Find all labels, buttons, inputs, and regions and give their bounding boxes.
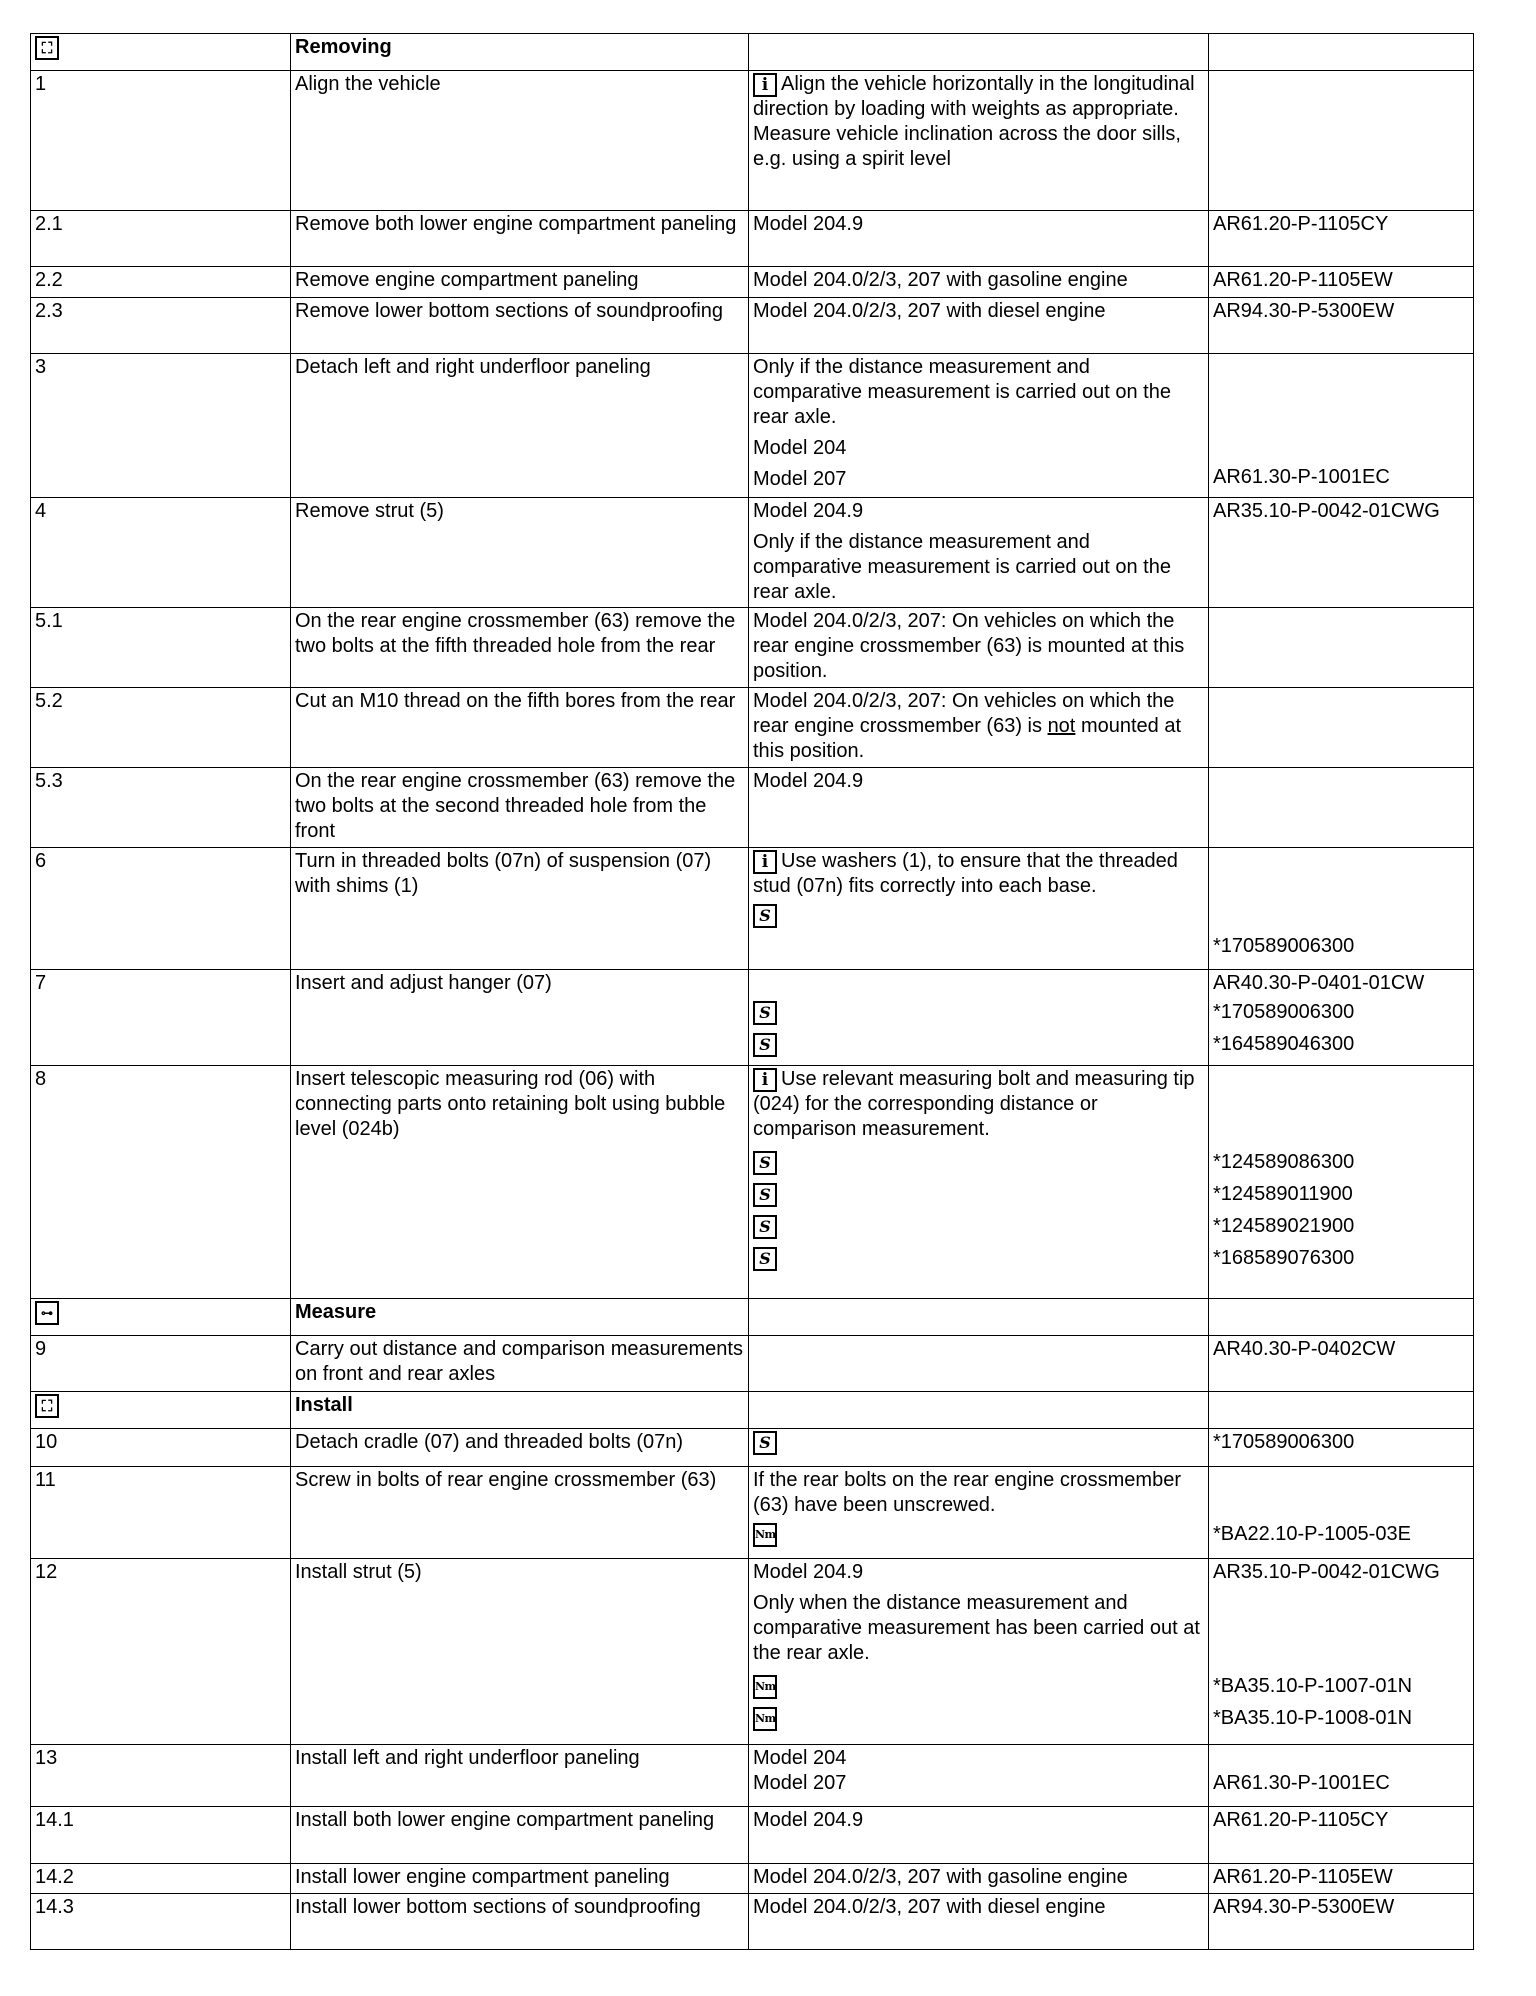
step-reference: *170589006300 (1209, 848, 1474, 970)
section-title-install: Install (291, 1392, 749, 1429)
info-icon: i (753, 1068, 777, 1092)
step-notes: i Use relevant measuring bolt and measuring tip (024) for the corresponding distance or comparison measurement. S S S S (749, 1066, 1209, 1299)
step-reference: AR61.20-P-1105EW (1209, 1864, 1474, 1894)
step-action: Turn in threaded bolts (07n) of suspension (07) with shims (1) (291, 848, 749, 970)
step-number: 14.3 (31, 1894, 291, 1950)
info-icon: i (753, 73, 777, 97)
step-action: Insert and adjust hanger (07) (291, 970, 749, 1066)
step-reference: AR35.10-P-0042-01CWG (1209, 498, 1474, 608)
table-row (31, 1745, 1474, 1807)
step-notes: Model 204.9 (749, 211, 1209, 267)
category-icon: ⛶ (35, 1394, 59, 1418)
special-tool-icon: S (753, 1215, 777, 1239)
step-action: Align the vehicle (291, 71, 749, 211)
category-icon: ⛶ (35, 36, 59, 60)
table-row (31, 1894, 1474, 1950)
step-action: Install both lower engine compartment paneling (291, 1807, 749, 1864)
step-number: 9 (31, 1336, 291, 1392)
step-notes: Model 204.0/2/3, 207 with diesel engine (749, 298, 1209, 354)
step-action: Remove both lower engine compartment paneling (291, 211, 749, 267)
step-action: Screw in bolts of rear engine crossmember (63) (291, 1467, 749, 1559)
step-action: Install lower engine compartment paneling (291, 1864, 749, 1894)
torque-icon: Nm (753, 1707, 777, 1731)
step-number: 4 (31, 498, 291, 608)
table-row (31, 1467, 1474, 1559)
step-action: Remove strut (5) (291, 498, 749, 608)
step-action: On the rear engine crossmember (63) remove the two bolts at the second threaded hole from the front (291, 768, 749, 848)
step-notes: Model 204.9 Only if the distance measurement and comparative measurement is carried out on the rear axle. (749, 498, 1209, 608)
step-number: 10 (31, 1429, 291, 1467)
section-title-measure: Measure (291, 1299, 749, 1336)
step-notes: If the rear bolts on the rear engine crossmember (63) have been unscrewed. Nm (749, 1467, 1209, 1559)
table-row (31, 848, 1474, 970)
special-tool-icon: S (753, 1431, 777, 1455)
step-reference: AR61.20-P-1105CY (1209, 1807, 1474, 1864)
step-notes: Model 204 Model 207 (749, 1745, 1209, 1807)
step-number: 11 (31, 1467, 291, 1559)
step-number: 6 (31, 848, 291, 970)
special-tool-icon: S (753, 1001, 777, 1025)
step-notes: Model 204.0/2/3, 207: On vehicles on which the rear engine crossmember (63) is mounted at this position. (749, 608, 1209, 688)
step-number: 14.1 (31, 1807, 291, 1864)
table-row (31, 71, 1474, 211)
step-action: Install lower bottom sections of soundproofing (291, 1894, 749, 1950)
special-tool-icon: S (753, 1247, 777, 1271)
step-number: 2.3 (31, 298, 291, 354)
special-tool-icon: S (753, 1183, 777, 1207)
step-reference: AR35.10-P-0042-01CWG *BA35.10-P-1007-01N *BA35.10-P-1008-01N (1209, 1559, 1474, 1745)
step-number: 2.1 (31, 211, 291, 267)
table-row (31, 688, 1474, 768)
step-notes: i Use washers (1), to ensure that the threaded stud (07n) fits correctly into each base. S (749, 848, 1209, 970)
step-notes: Model 204.9 Only when the distance measurement and comparative measurement has been carried out at the rear axle. Nm Nm (749, 1559, 1209, 1745)
step-action: Install strut (5) (291, 1559, 749, 1745)
step-action: Cut an M10 thread on the fifth bores from the rear (291, 688, 749, 768)
table-row (31, 1864, 1474, 1894)
step-action: Carry out distance and comparison measurements on front and rear axles (291, 1336, 749, 1392)
step-reference: AR61.30-P-1001EC (1209, 1745, 1474, 1807)
table-row (31, 1066, 1474, 1299)
step-notes: Model 204.0/2/3, 207 with gasoline engine (749, 267, 1209, 298)
step-number: 1 (31, 71, 291, 211)
step-notes (749, 970, 1209, 1066)
table-row (31, 970, 1474, 1066)
table-row (31, 498, 1474, 608)
step-number: 7 (31, 970, 291, 1066)
step-reference: *124589086300 *124589011900 *124589021900 *168589076300 (1209, 1066, 1474, 1299)
step-notes: Model 204.0/2/3, 207 with diesel engine (749, 1894, 1209, 1950)
step-number: 2.2 (31, 267, 291, 298)
step-action: Install left and right underfloor paneling (291, 1745, 749, 1807)
step-number: 8 (31, 1066, 291, 1299)
step-reference: AR40.30-P-0402CW (1209, 1336, 1474, 1392)
table-row (31, 1336, 1474, 1392)
step-notes: Only if the distance measurement and comparative measurement is carried out on the rear axle. Model 204 Model 207 (749, 354, 1209, 498)
step-notes: Model 204.9 (749, 768, 1209, 848)
step-notes: Model 204.9 (749, 1807, 1209, 1864)
table-row (31, 298, 1474, 354)
step-number: 5.3 (31, 768, 291, 848)
step-reference: AR61.20-P-1105EW (1209, 267, 1474, 298)
step-notes (749, 1429, 1209, 1467)
table-row (31, 768, 1474, 848)
step-reference: AR94.30-P-5300EW (1209, 1894, 1474, 1950)
step-reference: *170589006300 (1209, 1429, 1474, 1467)
step-action: Detach cradle (07) and threaded bolts (07n) (291, 1429, 749, 1467)
step-notes: i Align the vehicle horizontally in the longitudinal direction by loading with weights as appropriate. Measure vehicle inclination across the door sills, e.g. using a spirit level (749, 71, 1209, 211)
step-reference: AR94.30-P-5300EW (1209, 298, 1474, 354)
step-number: 12 (31, 1559, 291, 1745)
step-reference: AR40.30-P-0401-01CW *170589006300 *164589046300 (1209, 970, 1474, 1066)
step-action: Insert telescopic measuring rod (06) with connecting parts onto retaining bolt using bubble level (024b) (291, 1066, 749, 1299)
step-action: Detach left and right underfloor paneling (291, 354, 749, 498)
table-row (31, 1559, 1474, 1745)
step-notes: Model 204.0/2/3, 207: On vehicles on which the rear engine crossmember (63) is not mounted at this position. (749, 688, 1209, 768)
table-row (31, 1429, 1474, 1467)
step-number: 5.2 (31, 688, 291, 768)
step-action: On the rear engine crossmember (63) remove the two bolts at the fifth threaded hole from the rear (291, 608, 749, 688)
step-number: 3 (31, 354, 291, 498)
step-action: Remove engine compartment paneling (291, 267, 749, 298)
step-notes: Model 204.0/2/3, 207 with gasoline engine (749, 1864, 1209, 1894)
procedure-table (30, 33, 1474, 1950)
section-title-removing: Removing (291, 34, 749, 71)
step-number: 14.2 (31, 1864, 291, 1894)
info-icon: i (753, 850, 777, 874)
special-tool-icon: S (753, 1033, 777, 1057)
section-row-measure (31, 1299, 1474, 1336)
table-row (31, 211, 1474, 267)
step-action: Remove lower bottom sections of soundproofing (291, 298, 749, 354)
measure-icon: ⊶ (35, 1301, 59, 1325)
section-row-install (31, 1392, 1474, 1429)
step-reference: *BA22.10-P-1005-03E (1209, 1467, 1474, 1559)
table-row (31, 1807, 1474, 1864)
torque-icon: Nm (753, 1675, 777, 1699)
step-number: 13 (31, 1745, 291, 1807)
torque-icon: Nm (753, 1523, 777, 1547)
step-number: 5.1 (31, 608, 291, 688)
table-row (31, 354, 1474, 498)
special-tool-icon: S (753, 1151, 777, 1175)
table-row (31, 267, 1474, 298)
step-reference: AR61.20-P-1105CY (1209, 211, 1474, 267)
table-row (31, 608, 1474, 688)
special-tool-icon: S (753, 904, 777, 928)
section-row-removing (31, 34, 1474, 71)
step-reference: AR61.30-P-1001EC (1209, 354, 1474, 498)
